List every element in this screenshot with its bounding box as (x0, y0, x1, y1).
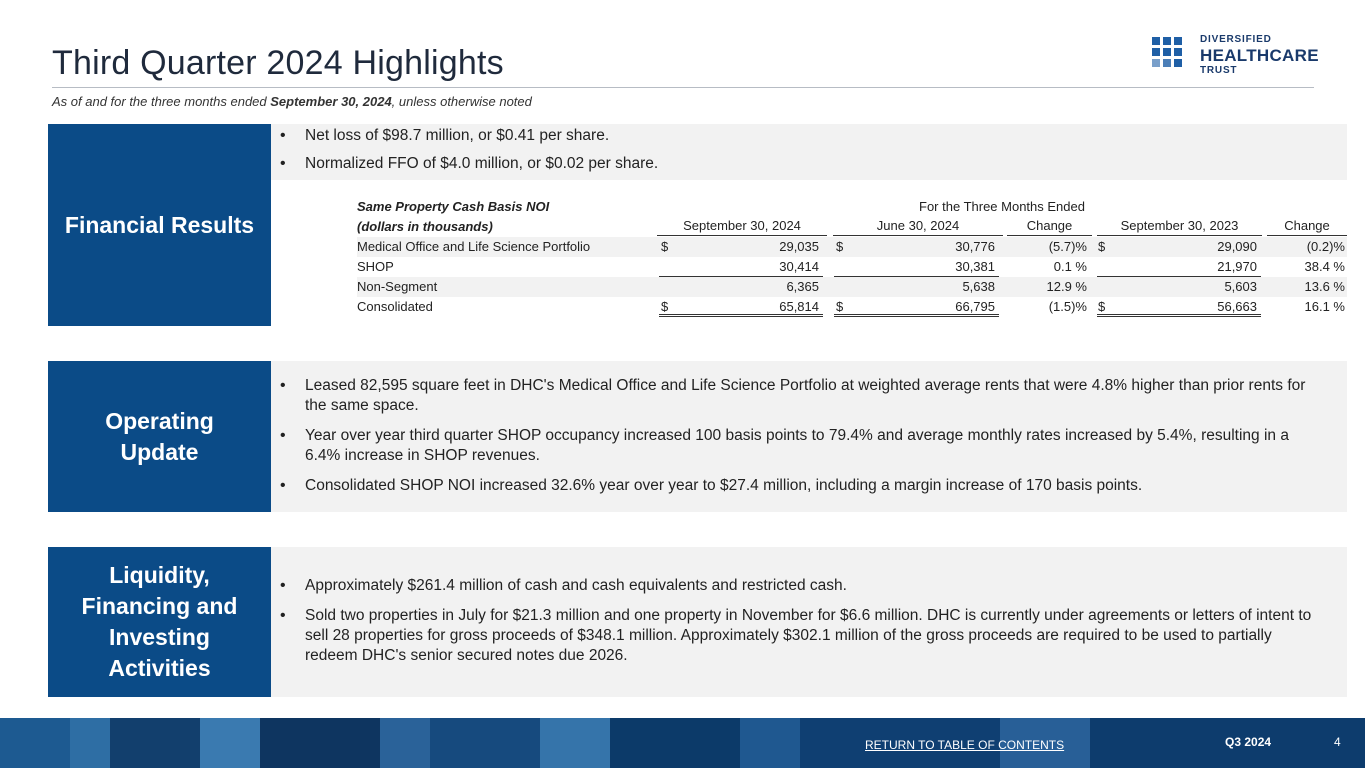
double-rule (659, 314, 823, 315)
financial-results-label: Financial Results (48, 124, 271, 326)
table-row-total: Consolidated $ 65,814 $ 66,795 (1.5)% $ 56,663 16.1 % (357, 299, 1345, 314)
liquidity-bullets (271, 547, 1347, 697)
double-rule (1097, 314, 1261, 315)
column-header: June 30, 2024 (833, 217, 1003, 236)
double-rule (1097, 316, 1261, 317)
list-item: • Leased 82,595 square feet in DHC's Medical Office and Life Science Portfolio at weighted average rents that were 4.8% higher than prior rents for the same space. (271, 376, 1327, 416)
page-number: 4 (1334, 735, 1341, 749)
subtitle-date: September 30, 2024 (270, 94, 392, 109)
double-rule (834, 316, 999, 317)
list-item: • Net loss of $98.7 million, or $0.41 per share. (271, 126, 1347, 146)
total-rule (834, 276, 999, 277)
list-item: • Normalized FFO of $4.0 million, or $0.02 per share. (271, 154, 1347, 174)
operating-update-label: Operating Update (48, 361, 271, 512)
company-logo: DIVERSIFIED HEALTHCARE TRUST (1152, 35, 1322, 77)
table-row: Medical Office and Life Science Portfolio $ 29,035 $ 30,776 (5.7)% $ 29,090 (0.2)% (357, 237, 1347, 257)
liquidity-label: Liquidity, Financing and Investing Activities (48, 547, 271, 697)
footer-quarter: Q3 2024 (1225, 735, 1272, 749)
table-row: Non-Segment 6,365 5,638 12.9 % 5,603 13.6 % (357, 277, 1347, 297)
financial-results-bullets (271, 124, 1347, 180)
column-header: September 30, 2023 (1097, 217, 1262, 236)
double-rule (659, 316, 823, 317)
list-item: • Approximately $261.4 million of cash and cash equivalents and restricted cash. (271, 576, 1327, 596)
double-rule (834, 314, 999, 315)
table-header-row: (dollars in thousands) September 30, 2024 June 30, 2024 Change September 30, 2023 Change (357, 217, 1347, 237)
page-title: Third Quarter 2024 Highlights (52, 44, 504, 82)
title-divider (52, 87, 1314, 88)
page-subtitle: As of and for the three months ended September 30, 2024, unless otherwise noted (52, 94, 532, 109)
table-row: SHOP 30,414 30,381 0.1 % 21,970 38.4 % (357, 259, 1345, 274)
table-of-contents-link[interactable]: RETURN TO TABLE OF CONTENTS (865, 738, 1065, 752)
column-header: Change (1267, 217, 1347, 236)
list-item: • Consolidated SHOP NOI increased 32.6% year over year to $27.4 million, including a margin increase of 170 basis points. (271, 476, 1327, 496)
operating-update-bullets (271, 361, 1347, 512)
total-rule (659, 276, 823, 277)
footer-banner (0, 718, 1365, 768)
table-title-row: Same Property Cash Basis NOI For the Three Months Ended (357, 199, 1085, 214)
noi-table (357, 197, 1347, 317)
logo-mark-icon (1152, 37, 1188, 73)
total-rule (1097, 276, 1261, 277)
list-item: • Sold two properties in July for $21.3 million and one property in November for $6.6 million. DHC is currently under agreements or letters of intent to sell 28 properties for gross proceeds of $348.1 million. Approximately $302.1 million of the gross proceeds are required to be used to partially redeem DHC's senior secured notes due 2026. (271, 606, 1327, 666)
list-item: • Year over year third quarter SHOP occupancy increased 100 basis points to 79.4% and average monthly rates increased by 5.4%, resulting in a 6.4% increase in SHOP revenues. (271, 426, 1327, 466)
column-header: September 30, 2024 (657, 217, 827, 236)
column-header: Change (1007, 217, 1092, 236)
